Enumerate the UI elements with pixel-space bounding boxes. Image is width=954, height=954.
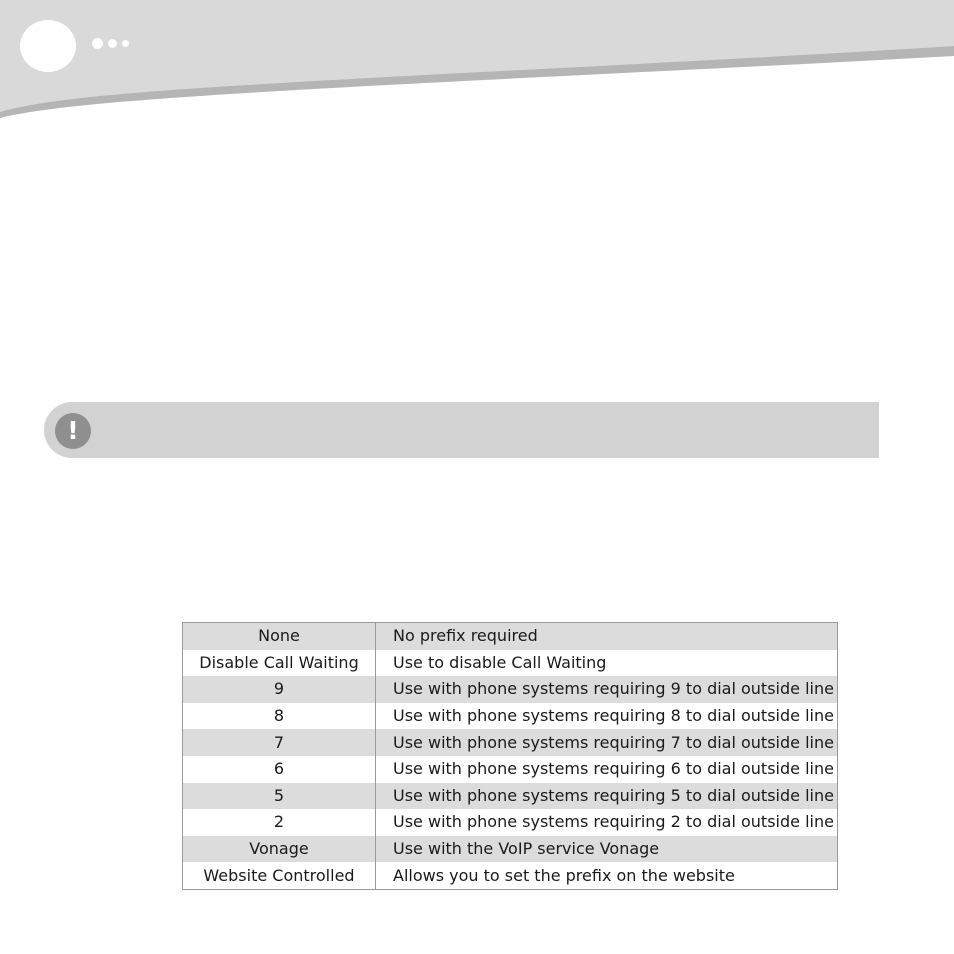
description-cell: Use with phone systems requiring 2 to dial outside line xyxy=(376,809,838,836)
note-callout-bar xyxy=(44,402,879,458)
description-cell: Use to disable Call Waiting xyxy=(376,650,838,677)
prefix-cell: 6 xyxy=(183,756,376,783)
table-row xyxy=(183,862,838,889)
dot xyxy=(122,40,129,47)
dot xyxy=(92,38,103,49)
description-cell: Use with phone systems requiring 7 to dial outside line xyxy=(376,729,838,756)
description-cell: Use with phone systems requiring 9 to dial outside line xyxy=(376,676,838,703)
header-dots xyxy=(92,37,129,49)
table-row xyxy=(183,650,838,677)
table-row xyxy=(183,809,838,836)
header-band xyxy=(0,0,954,130)
prefix-cell: None xyxy=(183,623,376,650)
prefix-cell: Vonage xyxy=(183,836,376,863)
exclamation-icon: ! xyxy=(55,413,91,449)
table-row xyxy=(183,756,838,783)
dot xyxy=(108,39,117,48)
prefix-cell: 5 xyxy=(183,783,376,810)
table-row xyxy=(183,703,838,730)
description-cell: Use with the VoIP service Vonage xyxy=(376,836,838,863)
prefix-cell: 2 xyxy=(183,809,376,836)
description-cell: Use with phone systems requiring 8 to dial outside line xyxy=(376,703,838,730)
prefix-cell: 7 xyxy=(183,729,376,756)
prefix-cell: Website Controlled xyxy=(183,862,376,889)
table-row xyxy=(183,676,838,703)
prefix-cell: 8 xyxy=(183,703,376,730)
table-row xyxy=(183,836,838,863)
prefix-cell: Disable Call Waiting xyxy=(183,650,376,677)
description-cell: Allows you to set the prefix on the website xyxy=(376,862,838,889)
prefix-cell: 9 xyxy=(183,676,376,703)
table-row xyxy=(183,729,838,756)
description-cell: Use with phone systems requiring 5 to dial outside line xyxy=(376,783,838,810)
table-row xyxy=(183,623,838,650)
description-cell: No prefix required xyxy=(376,623,838,650)
table-row xyxy=(183,783,838,810)
page-marker xyxy=(20,20,76,72)
prefix-table xyxy=(182,622,838,890)
description-cell: Use with phone systems requiring 6 to dial outside line xyxy=(376,756,838,783)
